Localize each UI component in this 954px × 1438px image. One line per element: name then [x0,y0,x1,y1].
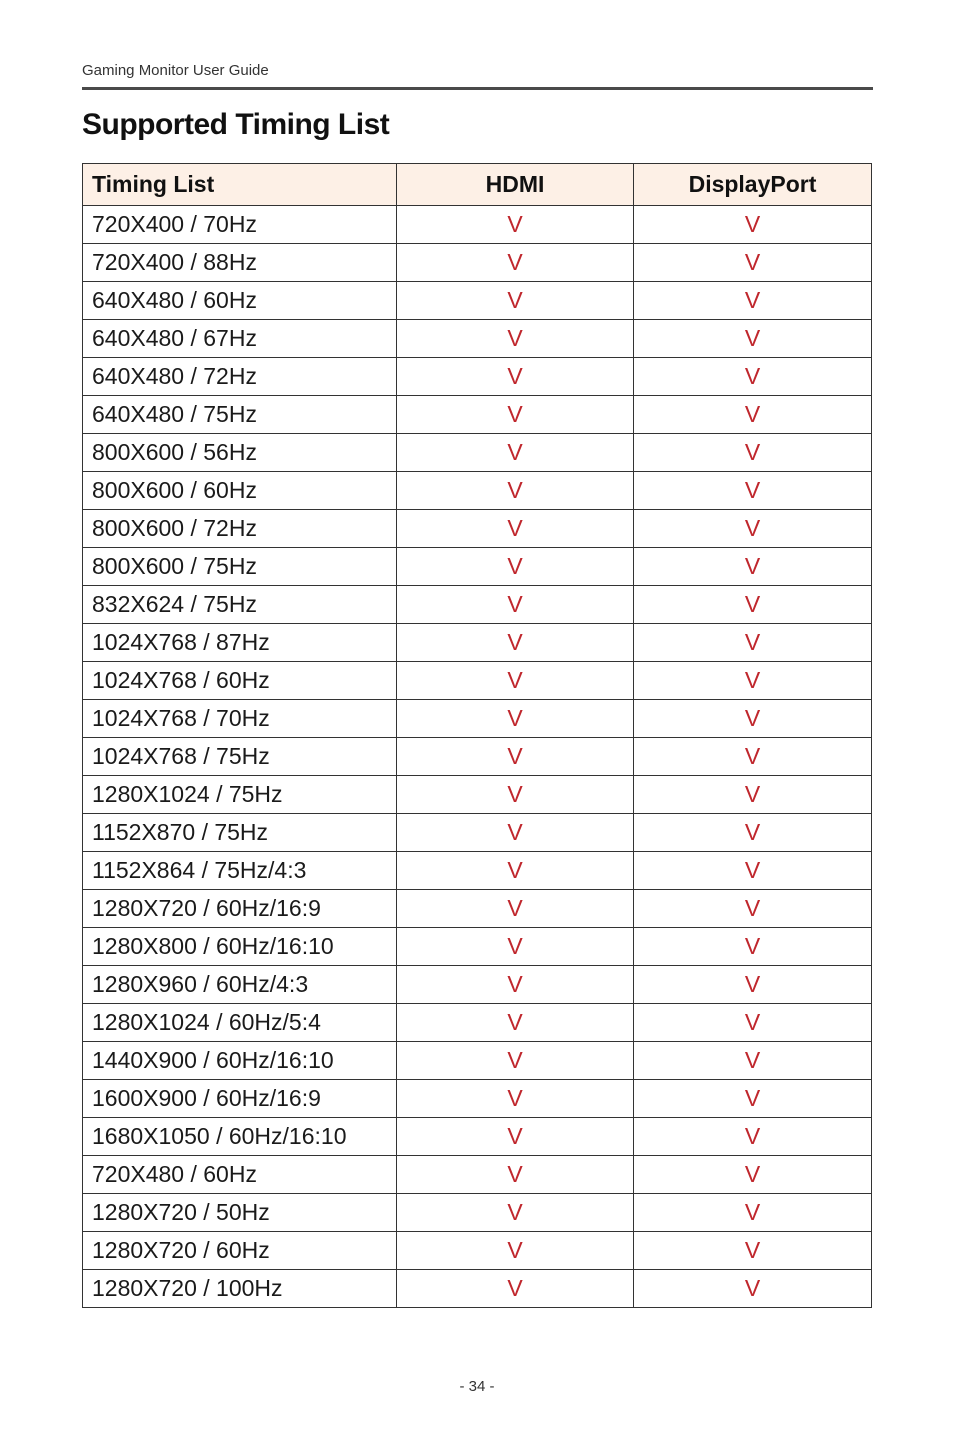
timing-cell: 1280X720 / 100Hz [83,1270,397,1308]
table-row [83,890,872,928]
hdmi-support-cell: V [397,1080,634,1118]
timing-cell: 1280X1024 / 75Hz [83,776,397,814]
displayport-support-cell: V [634,434,872,472]
timing-cell: 1280X720 / 60Hz/16:9 [83,890,397,928]
hdmi-support-cell: V [397,928,634,966]
table-row [83,738,872,776]
displayport-support-cell: V [634,1194,872,1232]
timing-cell: 1600X900 / 60Hz/16:9 [83,1080,397,1118]
displayport-support-cell: V [634,1080,872,1118]
table-row [83,814,872,852]
hdmi-support-cell: V [397,1118,634,1156]
table-row [83,548,872,586]
table-row [83,472,872,510]
table-row [83,434,872,472]
table-row [83,244,872,282]
hdmi-support-cell: V [397,1042,634,1080]
table-row [83,282,872,320]
table-row [83,662,872,700]
timing-cell: 800X600 / 60Hz [83,472,397,510]
table-row [83,358,872,396]
displayport-support-cell: V [634,396,872,434]
hdmi-support-cell: V [397,472,634,510]
hdmi-support-cell: V [397,1194,634,1232]
displayport-support-cell: V [634,700,872,738]
hdmi-support-cell: V [397,1004,634,1042]
table-row [83,396,872,434]
hdmi-support-cell: V [397,852,634,890]
timing-cell: 1280X1024 / 60Hz/5:4 [83,1004,397,1042]
header-divider [82,87,873,90]
displayport-support-cell: V [634,1270,872,1308]
displayport-support-cell: V [634,852,872,890]
table-row [83,1042,872,1080]
timing-cell: 1680X1050 / 60Hz/16:10 [83,1118,397,1156]
timing-cell: 720X400 / 70Hz [83,206,397,244]
timing-cell: 1024X768 / 75Hz [83,738,397,776]
table-row [83,928,872,966]
table-row [83,1232,872,1270]
timing-cell: 1152X864 / 75Hz/4:3 [83,852,397,890]
hdmi-support-cell: V [397,396,634,434]
table-row [83,624,872,662]
timing-cell: 640X480 / 75Hz [83,396,397,434]
displayport-support-cell: V [634,548,872,586]
table-row [83,1004,872,1042]
column-header-hdmi: HDMI [397,164,634,206]
hdmi-support-cell: V [397,358,634,396]
hdmi-support-cell: V [397,1232,634,1270]
timing-table-body [83,206,872,1308]
displayport-support-cell: V [634,1156,872,1194]
timing-cell: 800X600 / 56Hz [83,434,397,472]
timing-table [82,163,872,1308]
timing-cell: 1280X800 / 60Hz/16:10 [83,928,397,966]
page-number: - 34 - [459,1378,495,1395]
table-row [83,776,872,814]
timing-cell: 640X480 / 72Hz [83,358,397,396]
timing-cell: 1024X768 / 60Hz [83,662,397,700]
hdmi-support-cell: V [397,434,634,472]
hdmi-support-cell: V [397,586,634,624]
hdmi-support-cell: V [397,1270,634,1308]
header-row [83,164,872,206]
timing-table-header [83,164,872,206]
displayport-support-cell: V [634,472,872,510]
table-row [83,320,872,358]
displayport-support-cell: V [634,890,872,928]
table-row [83,1118,872,1156]
table-row [83,510,872,548]
hdmi-support-cell: V [397,320,634,358]
timing-cell: 1152X870 / 75Hz [83,814,397,852]
timing-cell: 1024X768 / 70Hz [83,700,397,738]
displayport-support-cell: V [634,586,872,624]
displayport-support-cell: V [634,358,872,396]
timing-cell: 832X624 / 75Hz [83,586,397,624]
timing-cell: 1280X720 / 60Hz [83,1232,397,1270]
table-row [83,966,872,1004]
displayport-support-cell: V [634,814,872,852]
hdmi-support-cell: V [397,700,634,738]
hdmi-support-cell: V [397,244,634,282]
timing-cell: 800X600 / 72Hz [83,510,397,548]
column-header-timing: Timing List [83,164,397,206]
timing-cell: 720X400 / 88Hz [83,244,397,282]
hdmi-support-cell: V [397,776,634,814]
hdmi-support-cell: V [397,206,634,244]
displayport-support-cell: V [634,928,872,966]
timing-cell: 1280X720 / 50Hz [83,1194,397,1232]
hdmi-support-cell: V [397,282,634,320]
timing-cell: 720X480 / 60Hz [83,1156,397,1194]
timing-cell: 1280X960 / 60Hz/4:3 [83,966,397,1004]
hdmi-support-cell: V [397,890,634,928]
hdmi-support-cell: V [397,548,634,586]
timing-cell: 640X480 / 67Hz [83,320,397,358]
running-header: Gaming Monitor User Guide [82,62,269,79]
displayport-support-cell: V [634,282,872,320]
timing-cell: 1024X768 / 87Hz [83,624,397,662]
page-title: Supported Timing List [82,108,390,141]
timing-cell: 640X480 / 60Hz [83,282,397,320]
table-row [83,1156,872,1194]
table-row [83,700,872,738]
timing-cell: 800X600 / 75Hz [83,548,397,586]
displayport-support-cell: V [634,1232,872,1270]
hdmi-support-cell: V [397,738,634,776]
displayport-support-cell: V [634,244,872,282]
displayport-support-cell: V [634,510,872,548]
displayport-support-cell: V [634,1118,872,1156]
table-row [83,1194,872,1232]
table-row [83,1270,872,1308]
hdmi-support-cell: V [397,966,634,1004]
hdmi-support-cell: V [397,662,634,700]
column-header-displayport: DisplayPort [634,164,872,206]
displayport-support-cell: V [634,776,872,814]
displayport-support-cell: V [634,1042,872,1080]
table-row [83,1080,872,1118]
displayport-support-cell: V [634,1004,872,1042]
hdmi-support-cell: V [397,510,634,548]
table-row [83,852,872,890]
displayport-support-cell: V [634,624,872,662]
displayport-support-cell: V [634,206,872,244]
hdmi-support-cell: V [397,624,634,662]
timing-cell: 1440X900 / 60Hz/16:10 [83,1042,397,1080]
table-row [83,586,872,624]
table-row [83,206,872,244]
hdmi-support-cell: V [397,1156,634,1194]
displayport-support-cell: V [634,738,872,776]
hdmi-support-cell: V [397,814,634,852]
displayport-support-cell: V [634,966,872,1004]
displayport-support-cell: V [634,320,872,358]
displayport-support-cell: V [634,662,872,700]
